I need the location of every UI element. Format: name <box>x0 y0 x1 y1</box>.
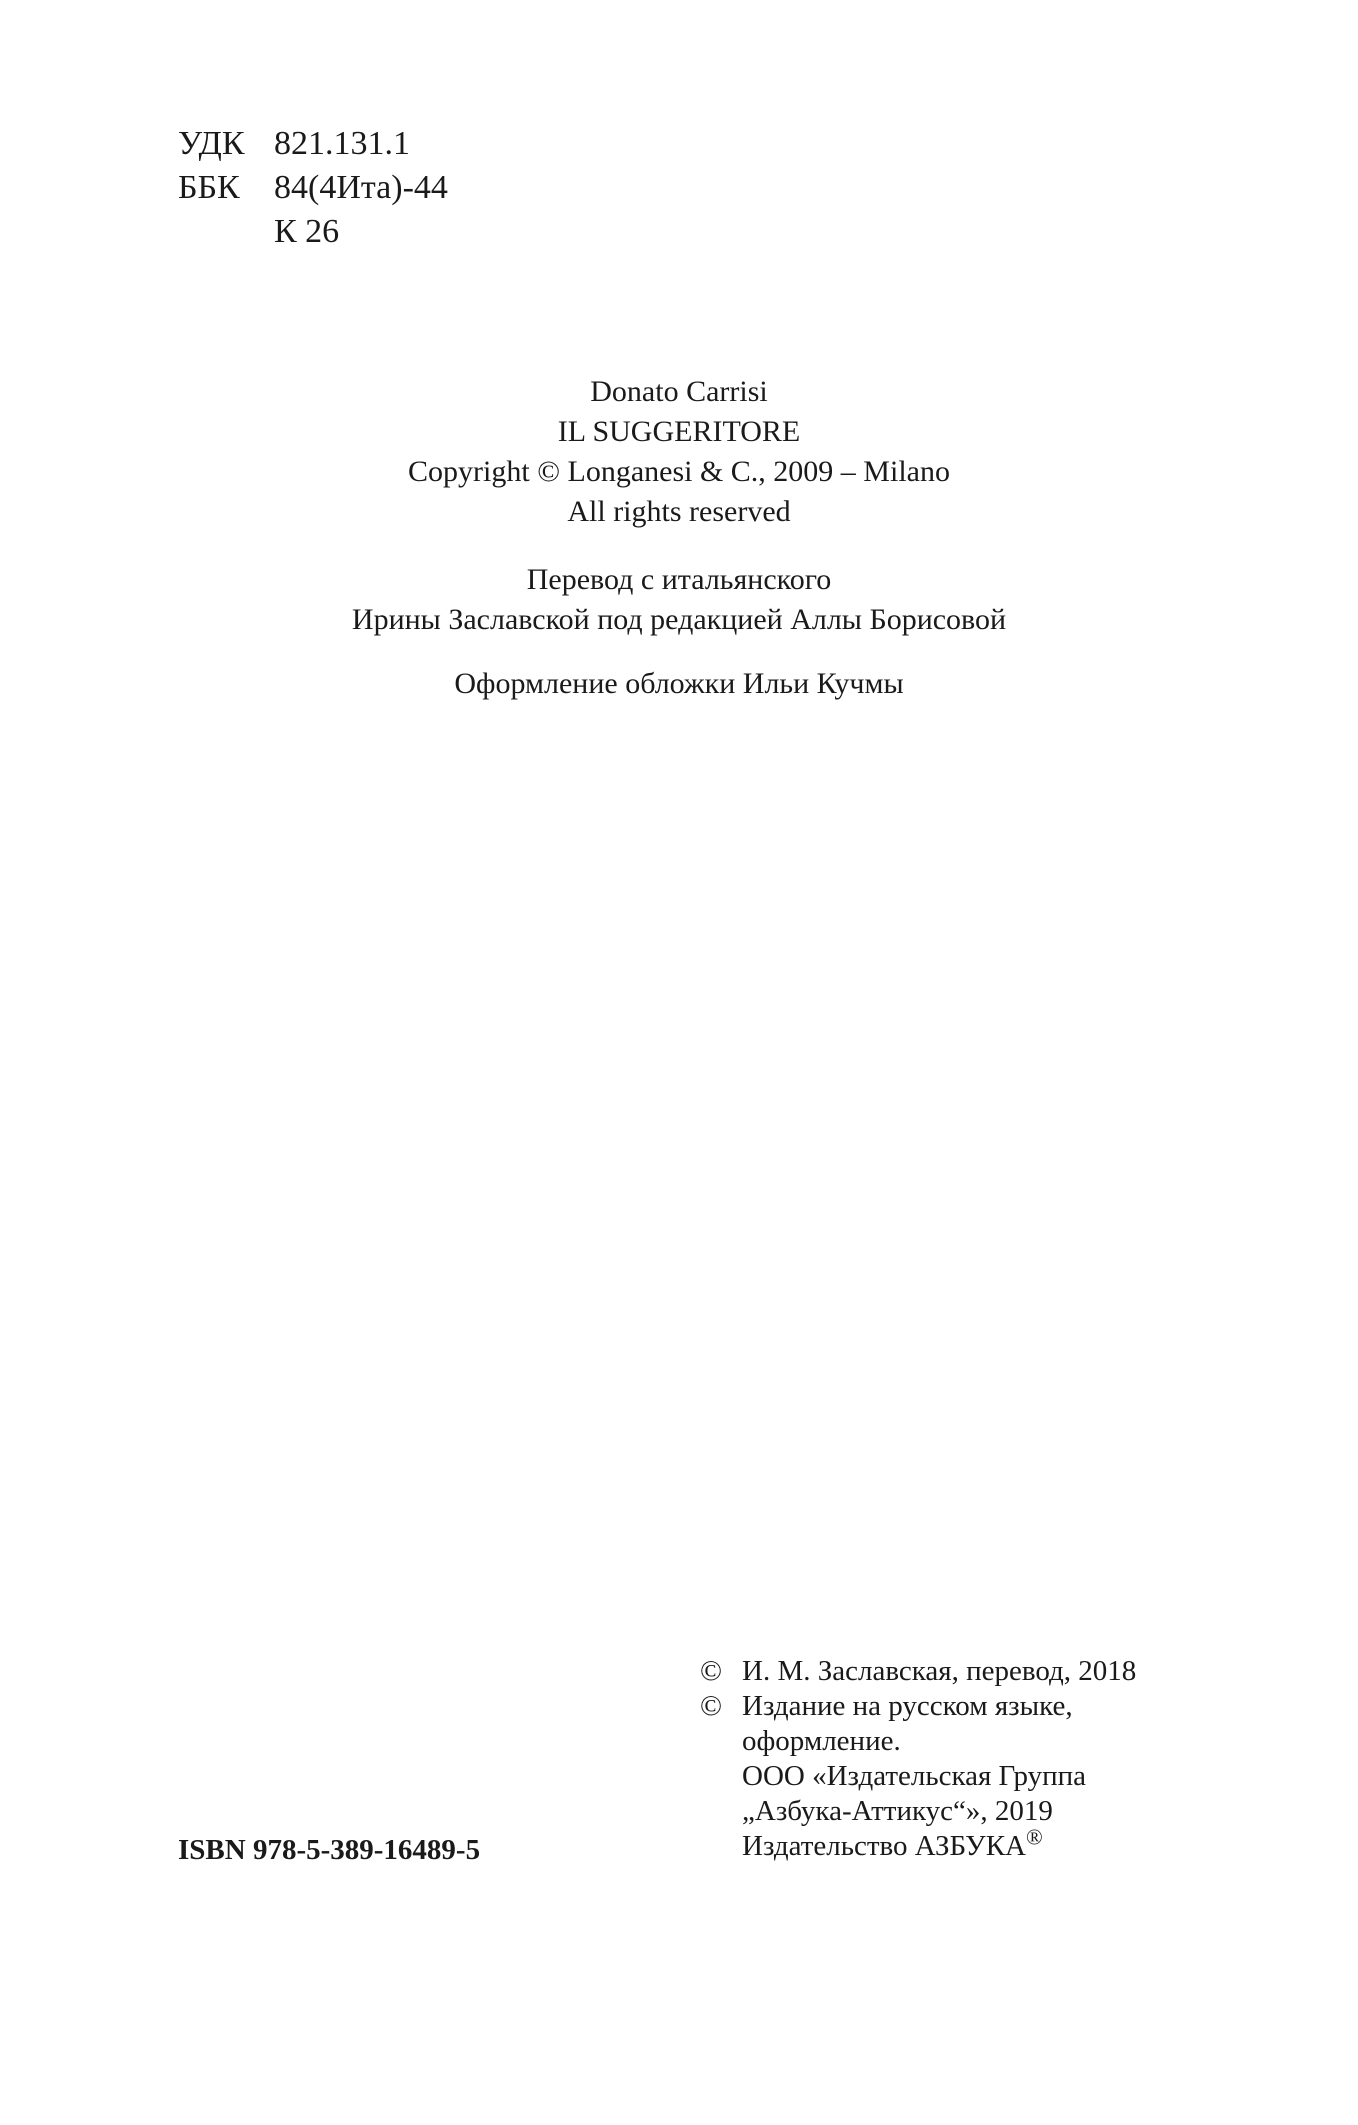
cover-design: Оформление обложки Ильи Кучмы <box>454 667 904 700</box>
copyright-translation-text: И. М. Заславская, перевод, 2018 <box>742 1655 1137 1687</box>
original-author: Donato Carrisi <box>590 375 768 408</box>
bbk-value: 84(4Ита)-44 <box>274 169 448 206</box>
author-mark-indent <box>178 210 274 254</box>
copyright-icon: © <box>700 1655 723 1687</box>
copyright-edition <box>700 1689 1136 1864</box>
isbn: ISBN 978-5-389-16489-5 <box>178 1834 481 1866</box>
bbk-label: ББК <box>178 169 240 206</box>
copyright-translation <box>700 1654 1136 1689</box>
original-copyright: Copyright © Longanesi & C., 2009 – Milano <box>408 455 950 488</box>
edition-line-5 <box>742 1824 1086 1864</box>
edition-line-3: ООО «Издательская Группа <box>742 1760 1087 1792</box>
author-mark: К 26 <box>274 213 340 250</box>
original-title: IL SUGGERITORE <box>557 415 801 448</box>
copyright-icon: © <box>700 1690 723 1722</box>
edition-line-4: „Азбука-Аттикус“», 2019 <box>742 1795 1053 1827</box>
udk-row <box>178 122 448 166</box>
registered-icon: ® <box>1025 1824 1043 1850</box>
translation-line-2: Ирины Заславской под редакцией Аллы Борисовой <box>351 603 1007 636</box>
publisher-name: Издательство АЗБУКА <box>742 1830 1026 1862</box>
credits-block <box>0 372 1358 704</box>
rights-reserved: All rights reserved <box>567 495 791 528</box>
classification-block <box>178 122 448 254</box>
edition-line-1: Издание на русском языке, <box>742 1690 1073 1722</box>
author-mark-row <box>178 210 448 254</box>
bbk-row <box>178 166 448 210</box>
udk-label: УДК <box>178 125 245 162</box>
udk-value: 821.131.1 <box>274 125 410 162</box>
translation-line-1: Перевод с итальянского <box>526 563 832 596</box>
edition-line-2: оформление. <box>742 1725 901 1757</box>
copyright-notices <box>700 1654 1136 1864</box>
